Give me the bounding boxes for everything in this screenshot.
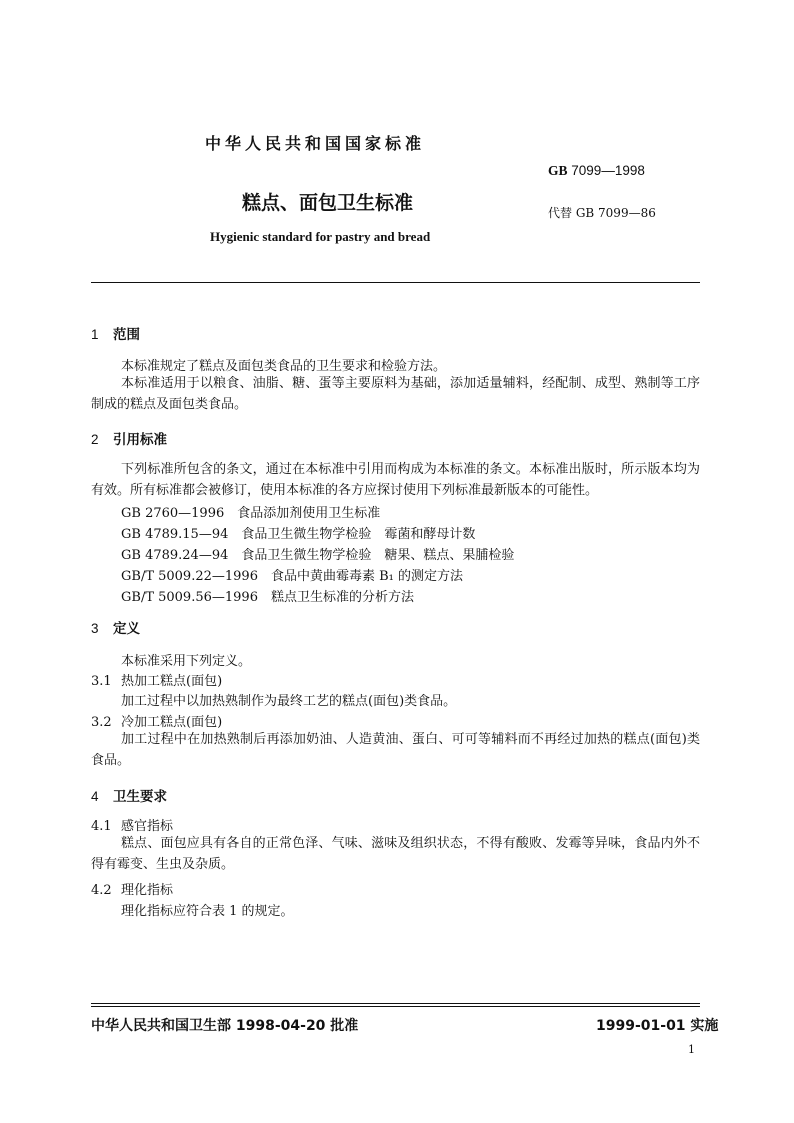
section-3-para-1: 本标准采用下列定义。	[121, 654, 252, 669]
reference-item: GB 4789.24—94 食品卫生微生物学检验 糖果、糕点、果脯检验	[121, 548, 515, 563]
document-title: 糕点、面包卫生标准	[242, 192, 414, 214]
gb-number: 7099—1998	[571, 163, 645, 178]
approval-line: 中华人民共和国卫生部 1998-04-20 批准	[91, 1018, 359, 1034]
definition-3-1-text: 加工过程中以加热熟制作为最终工艺的糕点(面包)类食品。	[121, 694, 457, 709]
standard-category-title: 中华人民共和国国家标准	[205, 134, 426, 153]
reference-item: GB 2760—1996 食品添加剂使用卫生标准	[121, 506, 381, 521]
standard-code	[548, 163, 645, 179]
subsection-4-2-heading: 4.2 理化指标	[91, 883, 174, 898]
subsection-4-2-text: 理化指标应符合表 1 的规定。	[121, 904, 294, 919]
section-1-para-2: 本标准适用于以粮食、油脂、糖、蛋等主要原料为基础，添加适量辅料，经配制、成型、熟制等工序制成的糕点及面包类食品。	[91, 376, 700, 412]
page-number: 1	[688, 1043, 695, 1056]
section-3-heading: 3 定义	[91, 621, 140, 637]
reference-item: GB/T 5009.22—1996 食品中黄曲霉毒素 B₁ 的测定方法	[121, 569, 463, 584]
section-2-para-1: 下列标准所包含的条文，通过在本标准中引用而构成为本标准的条文。本标准出版时，所示版本均为有效。所有标准都会被修订，使用本标准的各方应探讨使用下列标准最新版本的可能性。	[91, 462, 700, 498]
effective-date-line: 1999-01-01 实施	[596, 1018, 719, 1034]
subsection-4-1-heading: 4.1 感官指标	[91, 819, 174, 834]
replaces-standard: 代替 GB 7099—86	[548, 206, 656, 220]
reference-item: GB/T 5009.56—1996 糕点卫生标准的分析方法	[121, 590, 414, 605]
definition-3-2-text: 加工过程中在加热熟制后再添加奶油、人造黄油、蛋白、可可等辅料而不再经过加热的糕点(面包)类食品。	[91, 732, 700, 768]
section-4-heading: 4 卫生要求	[91, 789, 167, 805]
section-1-heading: 1 范围	[91, 327, 140, 343]
section-2-heading: 2 引用标准	[91, 432, 167, 448]
definition-3-2-heading: 3.2 冷加工糕点(面包)	[91, 715, 223, 730]
gb-prefix: GB	[548, 163, 568, 178]
footer-divider-top	[91, 1003, 700, 1004]
header-divider	[91, 282, 700, 283]
reference-item: GB 4789.15—94 食品卫生微生物学检验 霉菌和酵母计数	[121, 527, 476, 542]
section-1-para-1: 本标准规定了糕点及面包类食品的卫生要求和检验方法。	[121, 359, 447, 374]
english-title: Hygienic standard for pastry and bread	[210, 229, 431, 244]
footer-divider-bottom	[91, 1006, 700, 1007]
definition-3-1-heading: 3.1 热加工糕点(面包)	[91, 674, 223, 689]
subsection-4-1-text: 糕点、面包应具有各自的正常色泽、气味、滋味及组织状态，不得有酸败、发霉等异味，食品内外不得有霉变、生虫及杂质。	[91, 836, 700, 872]
